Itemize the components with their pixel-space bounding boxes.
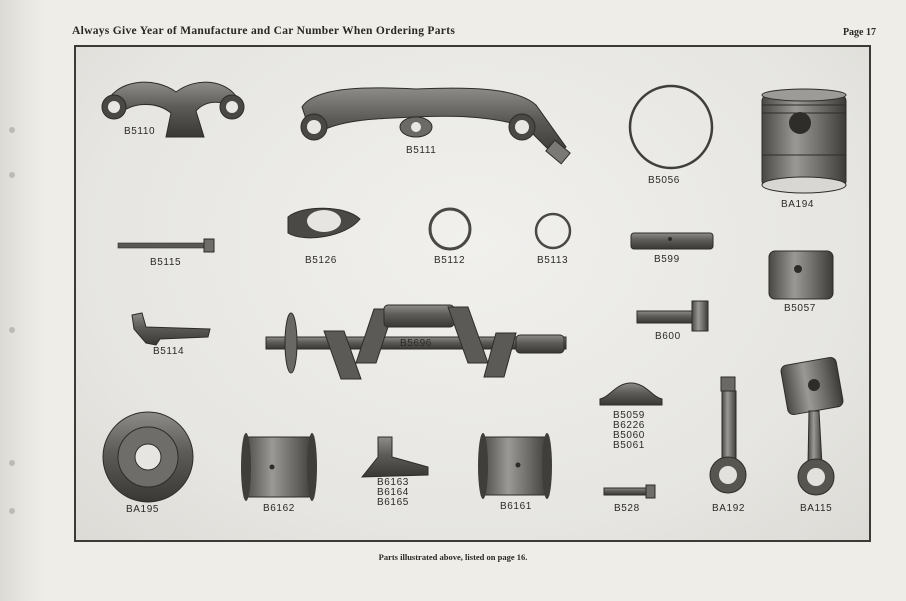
part-label-stack-b [377,478,409,508]
part-label-b528: B528 [614,503,640,514]
part-label-ba115: BA115 [800,503,833,514]
part-b5059-cap [600,383,662,405]
part-b6163-bracket [362,437,428,477]
part-b5115-bolt [118,239,214,252]
part-label-b5056: B5056 [648,175,680,186]
part-label-b6165: B6165 [377,497,409,508]
binding-hole [9,172,15,178]
part-b6161-bearing [478,433,552,499]
part-b5126-gasket [288,208,360,238]
part-label-b6161: B6161 [500,501,532,512]
parts-drawings [76,47,869,540]
part-label-b5115: B5115 [150,257,182,268]
part-label-ba192: BA192 [712,503,746,514]
part-b599-pin [631,233,713,249]
parts-illustration-plate [74,45,871,542]
part-label-b5060: B5060 [613,430,645,441]
part-label-b599: B599 [654,254,680,265]
part-label-b5112: B5112 [434,255,466,266]
part-label-b5057: B5057 [784,303,816,314]
page-title: Always Give Year of Manufacture and Car Number When Ordering Parts [72,25,456,37]
part-b5114-arm [132,313,210,345]
part-label-b5113: B5113 [537,255,569,266]
part-b600-bolt [637,301,708,331]
part-label-b6162: B6162 [263,503,295,514]
part-b5112-ring [430,209,470,249]
part-ba195-hub [103,412,193,502]
part-ba192-connecting-rod [710,377,746,493]
binding-hole [9,508,15,514]
part-label-b5126: B5126 [305,255,337,266]
part-ba115-piston-rod [780,357,844,495]
part-label-b600: B600 [655,331,681,342]
page-binding-edge [0,0,46,601]
part-b5057-bushing [769,251,833,299]
part-b6162-bearing [241,433,317,501]
part-label-ba195: BA195 [126,504,160,515]
part-label-b6163: B6163 [377,477,409,488]
part-label-stack-a [613,411,645,451]
page-header [72,25,882,41]
part-b5113-ring [536,214,570,248]
part-label-b5111: B5111 [406,145,437,156]
part-b528-bolt [604,485,655,498]
part-label-b6164: B6164 [377,487,409,498]
part-label-b6226: B6226 [613,420,645,431]
binding-hole [9,460,15,466]
part-label-ba194: BA194 [781,199,815,210]
part-label-b5110: B5110 [124,126,156,137]
binding-hole [9,127,15,133]
part-label-b5061: B5061 [613,440,645,451]
footer-note: Parts illustrated above, listed on page 16. [378,552,528,562]
part-b5056-ring [630,86,712,168]
part-label-b5696: B5696 [400,338,432,349]
part-label-b5059: B5059 [613,410,645,421]
part-label-b5114: B5114 [153,346,185,357]
page-number: Page 17 [842,27,876,38]
part-ba194-piston [762,89,846,193]
binding-hole [9,327,15,333]
